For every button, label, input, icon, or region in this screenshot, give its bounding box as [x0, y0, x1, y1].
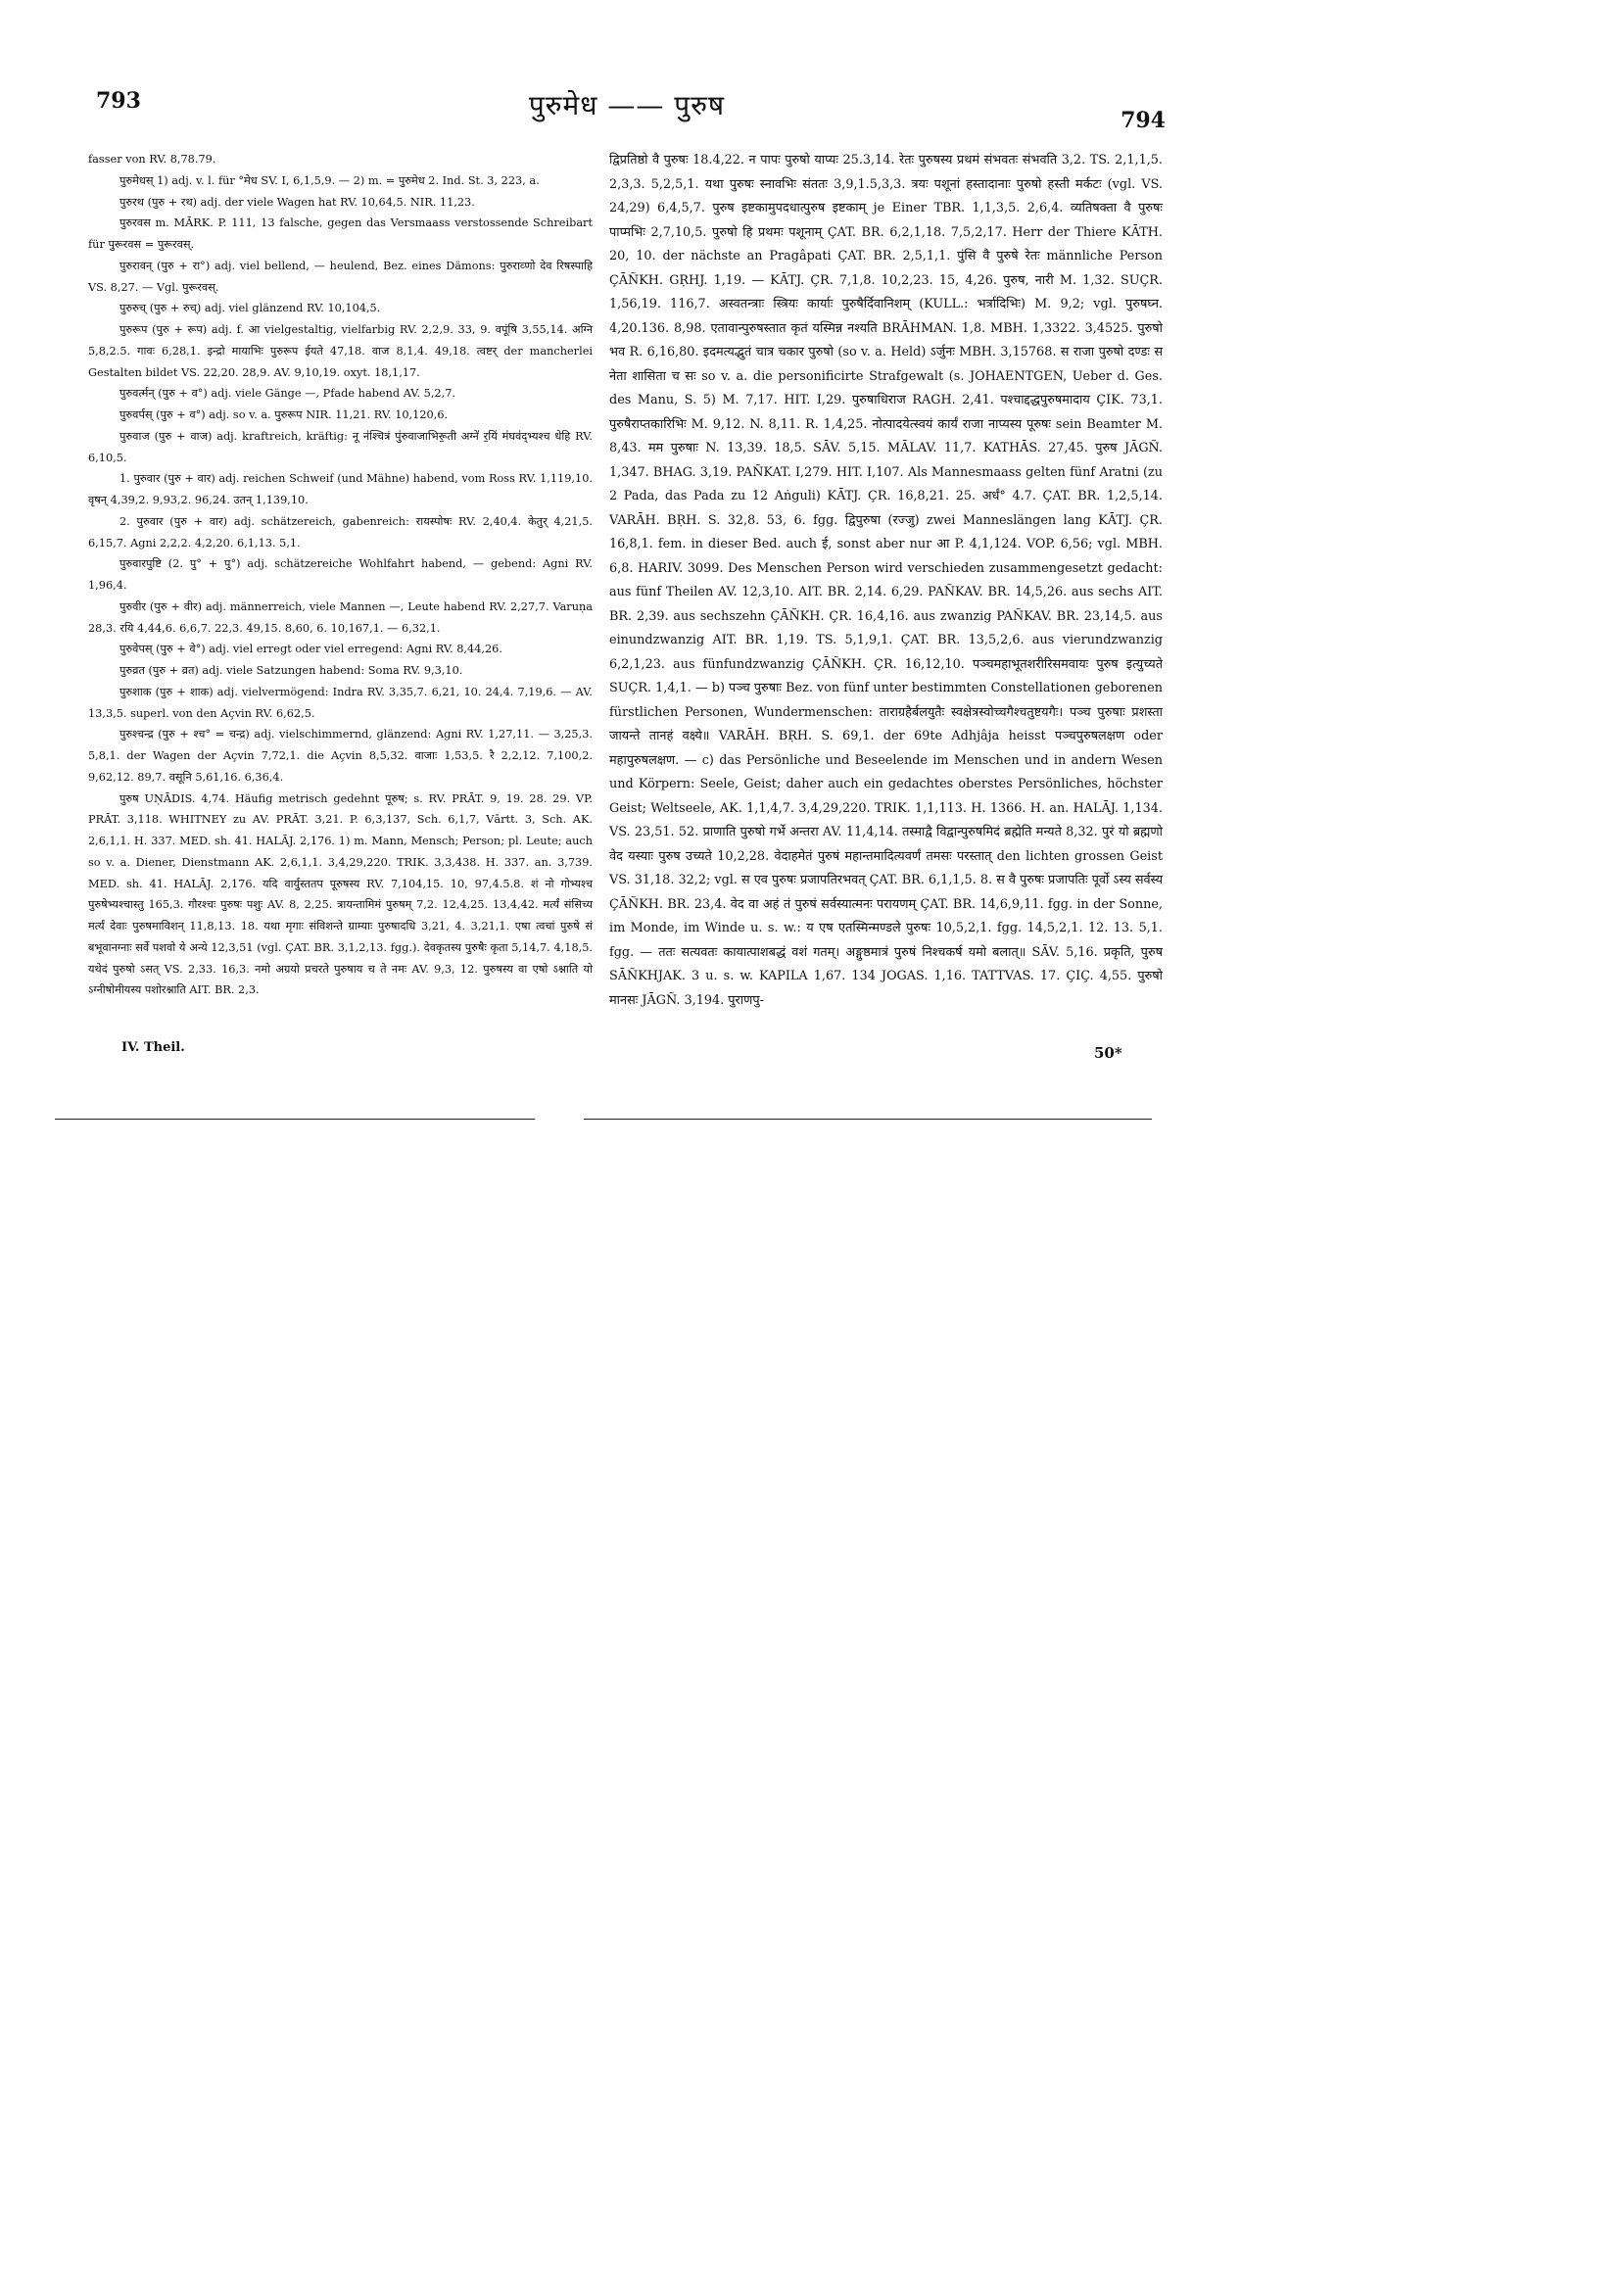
dictionary-entry: पुरुरवस m. MĀRK. P. 111, 13 falsche, gegen das Versmaass verstossende Schreibart für पुरूरवस = पुरूरवस्. [88, 216, 593, 251]
left-column [88, 149, 593, 1001]
dictionary-entry: पुरुरथ (पुरु + रथ) adj. der viele Wagen hat RV. 10,64,5. NIR. 11,23. [119, 195, 475, 209]
volume-note: IV. Theil. [121, 1040, 185, 1055]
dictionary-entry: fasser von RV. 8,78.79. [88, 153, 216, 166]
dictionary-entry: पुरुश्चन्द्र (पुरु + श्च° = चन्द्र) adj. vielschimmernd, glänzend: Agni RV. 1,27,11. — 3,25,3. 5,8,1. der Wagen der Açvin 7,72,1. die Açvin 8,5,32. वाजाः 1,53,5. रै 2,2,12. 7,100,2. 9,62,12. 89,7. वसूनि 5,61,16. 6,36,4. [88, 728, 593, 784]
running-title: पुरुमेध —— पुरुष [528, 89, 726, 121]
dictionary-entry: 1. पुरुवार (पुरु + वार) adj. reichen Schweif (und Mähne) habend, vom Ross RV. 1,119,10. वृषन् 4,39,2. 9,93,2. 96,24. उतन् 1,139,10. [88, 472, 593, 506]
dictionary-entry: पुरुरावन् (पुरु + रा°) adj. viel bellend, — heulend, Bez. eines Dämons: पुरुराव्णो देव रिषस्पाहि VS. 8,27. — Vgl. पुरूरवस्. [88, 259, 593, 294]
dictionary-entry: 2. पुरुवार (पुरु + वार) adj. schätzereich, gabenreich: रायस्पोषः RV. 2,40,4. केतुर् 4,21,5. 6,15,7. Agni 2,2,2. 4,2,20. 6,1,13. 5,1. [88, 514, 593, 550]
dictionary-entry: पुरुमेधस् 1) adj. v. l. für °मेध SV. I, 6,1,5,9. — 2) m. = पुरुमेध 2. Ind. St. 3, 223, a. [119, 173, 540, 187]
dictionary-entry: पुरुवीर (पुरु + वीर) adj. männerreich, viele Mannen —, Leute habend RV. 2,27,7. Varuṇa 28,3. रयि 4,44,6. 6,6,7. 22,3. 49,15. 8,60, 6. 10,167,1. — 6,32,1. [88, 599, 593, 635]
signature-mark: 50* [1094, 1044, 1122, 1062]
dictionary-entry: पुरुष UṆĀDIS. 4,74. Häufig metrisch gedehnt पूरुष; s. RV. PRĀT. 9, 19. 28. 29. VP. PRĀT. 3,118. WHITNEY zu AV. PRĀT. 3,21. P. 6,3,137, Sch. 6,1,7, Vārtt. 3, Sch. AK. 2,6,1,1. H. 337. MED. sh. 41. HALĀJ. 2,176. 1) m. Mann, Mensch; Person; pl. Leute; auch so v. a. Diener, Dienstmann AK. 2,6,1,1. 3,4,29,220. TRIK. 3,3,438. H. 337. an. 3,739. MED. sh. 41. HALĀJ. 2,176. यदि वार्युस्ततप पूरुषस्य RV. 7,104,15. 10, 97,4.5.8. शं नो गोभ्यश्च पुरुषेभ्यश्चास्तु 165,3. गौरश्चः पुरुषः पशुः AV. 8, 2,25. त्रायन्तामिमं पुरुषम् 7,2. 12,4,25. 13,4,42. मर्त्यं संसिच्य मर्त्यं देवाः पुरुषमाविशन् 11,8,13. 18. यथा मृगाः संविशन्ते ग्राम्याः पुरुषादधि 3,21, 4. 3,21,1. एषा त्वचां पुरुषे सं बभूवानग्नाः सर्वे पशवो ये अन्ये 12,3,51 (vgl. ÇAT. BR. 3,1,2,13. fgg.). देवकृतस्य पुरुषैः कृता 5,14,7. 4,18,5. यथेदं पुरुषो ऽसत् VS. 2,33. 16,3. नमो अग्रयो प्रचरते पुरुषाय च ते नमः AV. 9,3, 12. पुरुषस्य वा एषो ऽश्नाति यो ऽग्नीषोमीयस्य पशोरश्नाति AIT. BR. 2,3. [88, 791, 593, 997]
dictionary-entry: पुरुवेपस् (पुरु + वे°) adj. viel erregt oder viel erregend: Agni RV. 8,44,26. [119, 643, 502, 656]
footer-rule-left [55, 1119, 535, 1120]
dictionary-entry: पुरुवर्त्मन् (पुरु + व°) adj. viele Gänge —, Pfade habend AV. 5,2,7. [119, 387, 455, 401]
page-header [88, 86, 1166, 133]
dictionary-entry: पुरुवर्पस् (पुरु + व°) adj. so v. a. पुरुरूप NIR. 11,21. RV. 10,120,6. [119, 408, 449, 421]
dictionary-entry: पुरुरूप (पुरु + रूप) adj. f. आ vielgestaltig, vielfarbig RV. 2,2,9. 33, 9. वपूंषि 3,55,14. अग्नि 5,8,2.5. गावः 6,28,1. इन्द्रो मायाभिः पुरुरूप ईयते 47,18. वाज 8,1,4. 49,18. त्वष्टर् der mancherlei Gestalten bildet VS. 22,20. 28,9. AV. 9,10,19. oxyt. 18,1,17. [88, 323, 593, 379]
dictionary-entry: पुरुरुच् (पुरु + रुच्) adj. viel glänzend RV. 10,104,5. [119, 302, 381, 315]
page-number-right: 794 [1121, 108, 1166, 133]
dictionary-entry: पुरुशाक (पुरु + शाक) adj. vielvermögend: Indra RV. 3,35,7. 6,21, 10. 24,4. 7,19,6. — AV. 13,3,5. superl. von den Açvin RV. 6,62,5. [88, 685, 593, 720]
right-column [609, 149, 1163, 1013]
dictionary-entry: पुरुवाज (पुरु + वाज) adj. kraftreich, kräftig: नू न॑श्चित्रं पु॑रुवाजाभिरू॒ती अग्ने॑ र॒यिं म॑घव॑द्भ्यश्च धेहि RV. 6,10,5. [88, 429, 593, 464]
dictionary-entry: पुरुवारपुष्टि (2. पु° + पु°) adj. schätzereiche Wohlfahrt habend, — gebend: Agni RV. 1,96,4. [88, 557, 593, 592]
footer-rule-right [584, 1119, 1152, 1120]
dictionary-entry: द्विप्रतिष्ठो वै पुरुषः 18.4,22. न पापः पुरुषो याप्यः 25.3,14. रेतः पुरुषस्य प्रथमं संभवतः संभवति 3,2. TS. 2,1,1,5. 2,3,3. 5,2,5,1. यथा पुरुषः स्नावभिः संततः 3,9,1.5,3,3. त्रयः पशूनां हस्तादानाः पुरुषो हस्ती मर्कटः (vgl. VS. 24,29) 6,4,5,7. पुरुष इष्टकामुपदधात्पुरुष इष्टकाम् je Einer TBR. 1,1,3,5. 2,6,4. व्यतिषक्ता वै पुरुषः पाप्मभिः 2,7,10,5. पुरुषो हि प्रथमः पशूनाम् ÇAT. BR. 6,2,1,18. 7,5,2,17. Herr der Thiere KĀTH. 20, 10. der nächste an Pragâpati ÇAT. BR. 2,5,1,1. पुंसि वै पुरुषे रेतः männliche Person ÇĀÑKH. GṚHJ. 1,19. — KĀTJ. ÇR. 7,1,8. 10,2,23. 15, 4,26. पुरुष, नारी M. 1,32. SUÇR. 1,56,19. 116,7. अस्वतन्त्राः स्त्रियः कार्याः पुरुषैर्दिवानिशम् (KULL.: भर्त्रादिभिः) M. 9,2; vgl. पुरुषघ्न. 4,20.136. 8,98. एतावान्पुरुषस्तात कृतं यस्मिन्न नश्यति BRĀHMAN. 1,8. MBH. 1,3322. 3,4525. पुरुषो भव R. 6,16,80. इदमत्यद्भुतं चात्र चकार पुरुषो (so v. a. Held) ऽर्जुनः MBH. 3,15768. स राजा पुरुषो दण्डः स नेता शासिता च सः so v. a. die personificirte Strafgewalt (s. JOHAENTGEN, Ueber d. Ges. des Manu, S. 5) M. 7,17. HIT. I,29. पुरुषाधिराज RAGH. 2,41. पश्चाद्दद्धपुरुषमादाय ÇIK. 73,1. पुरुषैराप्तकारिभिः M. 9,12. N. 8,11. R. 1,4,25. नोत्पादयेत्स्वयं कार्यं राजा नाप्यस्य पूरुषः sein Beamter M. 8,43. मम पुरुषाः N. 13,39. 18,5. SĀV. 5,15. MĀLAV. 11,7. KATHĀS. 27,45. पुरुष JĀGÑ. 1,347. BHAG. 3,19. PAÑKAT. I,279. HIT. I,107. Als Mannesmaass gelten fünf Aratni (zu 2 Pada, das Pada zu 12 Aṅguli) KĀTJ. ÇR. 16,8,21. 25. अर्धं° 4.7. ÇAT. BR. 1,2,5,14. VARĀH. BṚH. S. 32,8. 53, 6. fgg. द्विपुरुषा (रज्जु) zwei Manneslängen lang KĀTJ. ÇR. 16,8,1. fem. in dieser Bed. auch ई, sonst aber nur आ P. 4,1,124. VOP. 6,56; vgl. MBH. 6,8. HARIV. 3099. Des Menschen Person wird verschieden zusammengesetzt gedacht: aus fünf Theilen AV. 12,3,10. AIT. BR. 2,14. 6,29. PAÑKAV. BR. 14,5,26. aus sechs AIT. BR. 2,39. aus sechszehn ÇĀÑKH. ÇR. 16,4,16. aus zwanzig PAÑKAV. BR. 23,14,5. aus einundzwanzig AIT. BR. 1,19. TS. 5,1,9,1. ÇAT. BR. 13,5,2,6. aus vierundzwanzig 6,2,1,23. aus fünfundzwanzig ÇĀÑKH. ÇR. 16,12,10. पञ्चमहाभूतशरीरिसमवायः पुरुष इत्युच्यते SUÇR. 1,4,1. — b) पञ्च पुरुषाः Bez. von fünf unter bestimmten Constellationen geborenen fürstlichen Personen, Wundermenschen: ताराग्रहैर्बलयुतैः स्वक्षेत्रस्वोच्चगैश्चतुष्टयगैः। पञ्च पुरुषाः प्रशस्ता जायन्ते तानहं वक्ष्ये॥ VARĀH. BṚH. S. 69,1. der 69te Adhjâja heisst पञ्चपुरुषलक्षण oder महापुरुषलक्षण. — c) das Persönliche und Beseelende im Menschen und in andern Wesen und Körpern: Seele, Geist; daher auch ein gedachtes oberstes Persönliches, höchster Geist; Weltseele, AK. 1,1,4,7. 3,4,29,220. TRIK. 1,1,113. H. 1366. H. an. HALĀJ. 1,134. VS. 23,51. 52. प्राणाति पुरुषो गर्भे अन्तरा AV. 11,4,14. तस्माद्वै विद्वान्पुरुषमिदं ब्रह्मेति मन्यते 8,32. पुरं यो ब्रह्मणो वेद यस्याः पुरुष उच्यते 10,2,28. वेदाहमेतं पुरुषं महान्तमादित्यवर्णं तमसः परस्तात् den lichten grossen Geist VS. 31,18. 32,2; vgl. स एव पुरुषः प्रजापतिरभवत् ÇAT. BR. 6,1,1,5. 8. स वै पुरुषः प्रजापतिः पूर्वो ऽस्य सर्वस्य ÇĀÑKH. BR. 23,4. वेद वा अहं तं पुरुषं सर्वस्यात्मनः परायणम् ÇAT. BR. 14,6,9,11. fgg. in der Sonne, im Monde, im Winde u. s. w.: य एष एतस्मिन्मण्डले पुरुषः 10,5,2,1. fgg. 14,5,2,1. 12. 13. 5,1. fgg. — ततः सत्यवतः कायात्पाशबद्धं वशं गतम्। अङ्गुष्ठमात्रं पुरुषं निश्चकर्ष यमो बलात्॥ SĀV. 5,16. प्रकृति, पुरुष SĀÑKHJAK. 3 u. s. w. KAPILA 1,67. 134 JOGAS. 1,16. TATTVAS. 17. ÇIÇ. 4,55. पुरुषो मानसः JĀGÑ. 3,194. पुराणपु- [609, 153, 1163, 1008]
page-number-left: 793 [96, 88, 141, 114]
dictionary-entry: पुरुव्रत (पुरु + व्रत) adj. viele Satzungen habend: Soma RV. 9,3,10. [119, 664, 463, 677]
